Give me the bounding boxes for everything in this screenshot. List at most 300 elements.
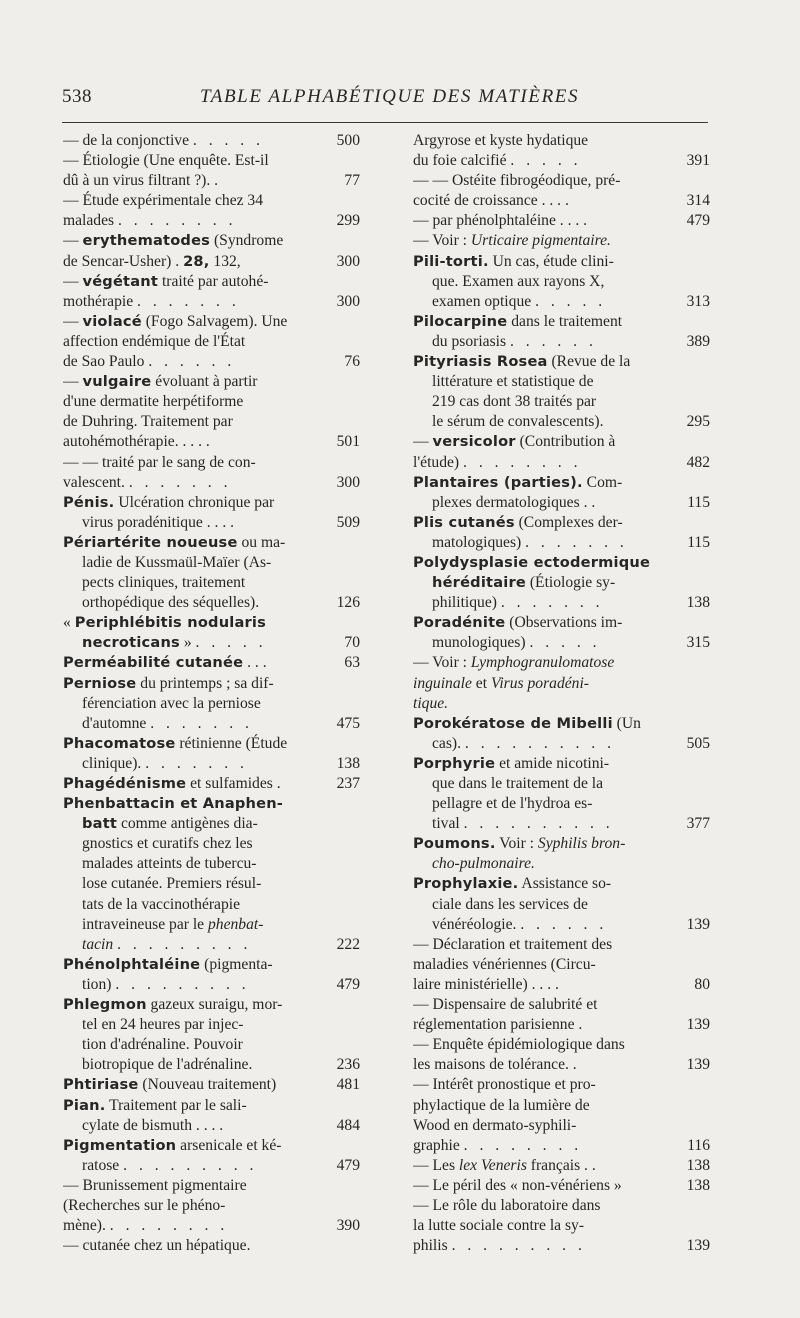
page-ref: 139 xyxy=(686,1237,710,1255)
entry-line xyxy=(413,171,710,191)
entry-keyword: erythematodes xyxy=(82,232,211,250)
entry-text: — Étiologie (Une enquête. Est-il xyxy=(63,152,269,170)
entry-text: Ulcération chronique par xyxy=(114,493,275,511)
page-ref: 138 xyxy=(686,1156,710,1174)
page-ref: 116 xyxy=(687,1136,710,1154)
page-ref: 501 xyxy=(336,433,360,451)
entry-text: — par phénolphtaléine . . . . xyxy=(413,212,588,230)
entry-line xyxy=(63,272,360,292)
entry-line xyxy=(63,854,360,874)
entry-text: — Brunissement pigmentaire xyxy=(63,1176,247,1194)
entry-line xyxy=(63,774,360,794)
entry-text: — Voir : xyxy=(413,232,471,250)
page-ref: 237 xyxy=(336,775,360,792)
entry-line xyxy=(413,653,710,673)
page-ref: 482 xyxy=(686,453,710,471)
entry-text: littérature et statistique de xyxy=(432,373,594,391)
entry-text: — xyxy=(63,312,83,330)
entry-keyword: Porphyrie xyxy=(413,754,496,772)
page-ref: 115 xyxy=(687,533,710,551)
entry-line xyxy=(63,332,360,352)
entry-text: ratose xyxy=(82,1156,124,1174)
index-entry xyxy=(63,231,360,271)
entry-line xyxy=(63,1176,360,1196)
entry-text: cylate de bismuth . . . . xyxy=(82,1116,224,1134)
entry-text: — Dispensaire de salubrité et xyxy=(413,996,598,1014)
entry-line xyxy=(413,734,710,754)
entry-text: et xyxy=(471,674,491,692)
entry-line xyxy=(413,1176,710,1196)
entry-line xyxy=(413,252,710,272)
entry-line xyxy=(63,513,360,533)
index-entry xyxy=(63,734,360,774)
entry-text: . . . . . . . . xyxy=(109,1217,229,1235)
entry-text: tion d'adrénaline. Pouvoir xyxy=(82,1036,243,1054)
entry-line xyxy=(413,332,710,352)
entry-text: mène). xyxy=(63,1217,110,1235)
entry-text: munologiques) xyxy=(432,634,530,652)
index-entry xyxy=(413,473,710,513)
entry-text: intraveineuse par le xyxy=(82,915,208,933)
entry-keyword: Porokératose de Mibelli xyxy=(413,714,613,732)
entry-text: affection endémique de l'État xyxy=(63,332,246,350)
entry-keyword: Poradénite xyxy=(413,614,506,632)
entry-text: phylactique de la lumière de xyxy=(413,1096,590,1114)
entry-keyword: Phénolphtaléine xyxy=(63,955,201,973)
entry-line xyxy=(413,895,710,915)
page-header xyxy=(62,86,708,112)
entry-text: cas). xyxy=(432,734,465,752)
entry-text: . . . . . . . xyxy=(525,533,628,551)
entry-text: (Revue de la xyxy=(547,353,631,371)
entry-keyword: Perniose xyxy=(63,674,137,692)
page-ref: 76 xyxy=(344,353,360,371)
entry-line xyxy=(63,734,360,754)
entry-line xyxy=(413,754,710,774)
entry-keyword: Plantaires (parties). xyxy=(413,473,583,491)
entry-line xyxy=(63,874,360,894)
entry-line xyxy=(63,714,360,734)
index-entry xyxy=(413,834,710,874)
entry-text: — Les xyxy=(413,1156,459,1174)
index-entry xyxy=(413,754,710,834)
entry-text: . . . . . . . . . . xyxy=(464,734,615,752)
entry-text: — Voir : xyxy=(413,654,471,672)
entry-text: . . . . . . . xyxy=(150,714,253,732)
entry-keyword: Polydysplasie ectodermique xyxy=(413,553,651,571)
entry-line xyxy=(413,1096,710,1116)
entry-italic: Lymphogranulomatose xyxy=(470,654,615,672)
entry-text: que dans le traitement de la xyxy=(432,775,604,792)
entry-line xyxy=(413,1156,710,1176)
entry-text: traité par autohé- xyxy=(158,272,269,290)
entry-italic: inguinale xyxy=(413,674,472,692)
entry-text: . . . . . . . . xyxy=(463,1136,583,1154)
entry-text: tel en 24 heures par injec- xyxy=(82,1016,244,1034)
index-entry xyxy=(63,1096,360,1136)
entry-line xyxy=(413,1055,710,1075)
entry-italic: tacin xyxy=(82,935,114,953)
entry-text: . . . . . xyxy=(195,634,267,652)
entry-line xyxy=(63,573,360,593)
entry-text: férenciation avec la perniose xyxy=(82,694,261,712)
entry-text: pellagre et de l'hydroa es- xyxy=(432,795,593,813)
entry-text: clinique). xyxy=(82,754,146,772)
entry-text: . . . . . xyxy=(535,292,607,310)
entry-keyword: Pilocarpine xyxy=(413,312,508,330)
entry-text: Voir : xyxy=(495,835,538,853)
index-entry xyxy=(413,231,710,251)
entry-line xyxy=(413,935,710,955)
entry-keyword: Pigmentation xyxy=(63,1136,177,1154)
entry-line xyxy=(63,151,360,171)
page-ref: 115 xyxy=(687,493,710,511)
entry-line xyxy=(63,935,360,955)
entry-text: (Nouveau traitement) xyxy=(138,1076,277,1094)
entry-line xyxy=(63,1075,360,1095)
entry-italic: Virus poradéni- xyxy=(490,674,590,692)
entry-keyword: Pénis. xyxy=(63,493,115,511)
index-entry xyxy=(63,191,360,231)
entry-keyword: Pili-torti. xyxy=(413,252,489,270)
page-ref: 481 xyxy=(336,1076,360,1094)
entry-text: . . . . . . . . . xyxy=(451,1237,586,1255)
index-entry xyxy=(63,774,360,794)
index-entry xyxy=(413,131,710,171)
entry-text: (Fogo Salvagem). Une xyxy=(141,312,288,330)
entry-line xyxy=(63,794,360,814)
entry-line xyxy=(413,553,710,573)
page-ref: 70 xyxy=(344,634,360,652)
entry-text: . . . . . . . . . xyxy=(117,935,252,953)
entry-line xyxy=(63,995,360,1015)
entry-line xyxy=(63,432,360,452)
page-ref: 300 xyxy=(336,292,360,310)
entry-text: philis xyxy=(413,1237,452,1255)
page-ref: 475 xyxy=(336,714,360,732)
entry-line xyxy=(63,834,360,854)
entry-text: (Recherches sur le phéno- xyxy=(63,1196,226,1214)
entry-line xyxy=(63,694,360,714)
page-ref: 390 xyxy=(336,1217,360,1235)
entry-text: — cutanée chez un hépatique. xyxy=(63,1237,251,1255)
entry-line xyxy=(413,915,710,935)
page-ref: 299 xyxy=(336,212,360,230)
entry-text: — Le rôle du laboratoire dans xyxy=(413,1196,601,1214)
entry-text: — — traité par le sang de con- xyxy=(63,453,256,471)
entry-line xyxy=(413,372,710,392)
entry-line xyxy=(413,1196,710,1216)
page-ref: 139 xyxy=(686,1056,710,1074)
entry-line xyxy=(413,513,710,533)
entry-text: Traitement par le sali- xyxy=(105,1096,247,1114)
entry-line xyxy=(63,814,360,834)
page-ref: 479 xyxy=(686,212,710,230)
entry-text: Argyrose et kyste hydatique xyxy=(413,132,589,149)
entry-line xyxy=(63,453,360,473)
page-ref: 300 xyxy=(336,473,360,491)
page-ref: 63 xyxy=(344,654,360,672)
entry-line xyxy=(63,171,360,191)
entry-line xyxy=(63,1136,360,1156)
entry-line xyxy=(413,1216,710,1236)
entry-text: virus poradénitique . . . . xyxy=(82,513,235,531)
entry-line xyxy=(63,975,360,995)
entry-text: « xyxy=(63,614,75,632)
entry-line xyxy=(413,1236,710,1256)
index-entry xyxy=(63,613,360,653)
page-ref: 80 xyxy=(694,975,710,993)
entry-line xyxy=(413,694,710,714)
entry-text: philitique) xyxy=(432,594,501,612)
index-entry xyxy=(63,995,360,1075)
entry-line xyxy=(63,1035,360,1055)
entry-line xyxy=(63,292,360,312)
index-entry xyxy=(63,272,360,312)
page-ref: 479 xyxy=(336,975,360,993)
page-ref: 500 xyxy=(336,132,360,149)
entry-text: l'étude) xyxy=(413,453,464,471)
page-ref: 236 xyxy=(336,1056,360,1074)
entry-text: (pigmenta- xyxy=(200,955,273,973)
index-entry xyxy=(413,1075,710,1155)
entry-text: . . . . . xyxy=(192,132,264,149)
entry-text: arsenicale et ké- xyxy=(176,1136,282,1154)
entry-text: . . . . . . xyxy=(509,332,597,350)
entry-line xyxy=(63,312,360,332)
index-entry xyxy=(413,995,710,1035)
entry-keyword: necroticans xyxy=(82,634,180,652)
entry-line xyxy=(413,1136,710,1156)
index-entry xyxy=(413,171,710,211)
entry-text: (Un xyxy=(612,714,641,732)
entry-text: examen optique xyxy=(432,292,536,310)
entry-keyword: Perméabilité cutanée xyxy=(63,654,244,672)
entry-text: orthopédique des séquelles). xyxy=(82,594,260,612)
entry-text: dans le traitement xyxy=(507,312,623,330)
entry-line xyxy=(413,1116,710,1136)
entry-keyword: Phlegmon xyxy=(63,996,147,1014)
entry-line xyxy=(413,633,710,653)
entry-text: gazeux suraigu, mor- xyxy=(146,996,283,1014)
entry-text: . . . . . . . xyxy=(145,754,248,772)
entry-line xyxy=(63,1236,360,1256)
entry-text: — xyxy=(63,232,83,250)
entry-line xyxy=(63,754,360,774)
entry-line xyxy=(63,674,360,694)
index-entry xyxy=(413,1156,710,1176)
entry-text: ciale dans les services de xyxy=(432,895,588,913)
entry-line xyxy=(63,211,360,231)
entry-keyword: Poumons. xyxy=(413,835,496,853)
entry-text: Com- xyxy=(582,473,623,491)
entry-italic: cho-pulmonaire. xyxy=(432,855,535,873)
entry-italic: Syphilis bron- xyxy=(537,835,626,853)
page-ref: 77 xyxy=(344,172,360,190)
entry-italic: lex Veneris xyxy=(458,1156,527,1174)
entry-line xyxy=(63,613,360,633)
entry-text: que. Examen aux rayons X, xyxy=(432,272,605,290)
entry-line xyxy=(413,432,710,452)
index-column-left xyxy=(63,131,360,1256)
entry-text: maladies vénériennes (Circu- xyxy=(413,955,596,973)
entry-text: — Étude expérimentale chez 34 xyxy=(63,192,264,210)
entry-line xyxy=(63,553,360,573)
entry-line xyxy=(63,1196,360,1216)
entry-text: mothérapie xyxy=(63,292,138,310)
entry-line xyxy=(63,955,360,975)
entry-keyword: Phacomatose xyxy=(63,734,176,752)
entry-text: laire ministérielle) . . . . xyxy=(413,975,559,993)
entry-text: valescent. xyxy=(63,473,129,491)
entry-text: 132, xyxy=(209,252,241,270)
index-entry xyxy=(413,714,710,754)
entry-text: rétinienne (Étude xyxy=(175,734,288,752)
index-entry xyxy=(413,613,710,653)
page-ref: 295 xyxy=(686,413,710,431)
page-ref: 315 xyxy=(686,634,710,652)
entry-line xyxy=(63,191,360,211)
entry-text: . . . . . . . . . . xyxy=(463,815,614,833)
entry-text: comme antigènes dia- xyxy=(117,815,258,833)
entry-text: — xyxy=(63,272,83,290)
index-entry xyxy=(63,312,360,372)
entry-line xyxy=(413,955,710,975)
index-entry xyxy=(63,794,360,955)
page-ref: 139 xyxy=(686,915,710,933)
index-entry xyxy=(413,513,710,553)
entry-text: cocité de croissance . . . . xyxy=(413,192,569,210)
page-ref: 139 xyxy=(686,1016,710,1034)
page-number: 538 xyxy=(62,86,92,107)
entry-text: la lutte sociale contre la sy- xyxy=(413,1217,585,1235)
entry-text: — Intérêt pronostique et pro- xyxy=(413,1076,596,1094)
page-ref: 505 xyxy=(686,734,710,752)
entry-line xyxy=(413,794,710,814)
entry-text: de Duhring. Traitement par xyxy=(63,413,233,431)
entry-text: . . . . . . . . xyxy=(463,453,582,471)
entry-text: autohémothérapie. . . . . xyxy=(63,433,210,451)
entry-line xyxy=(413,412,710,432)
entry-line xyxy=(413,995,710,1015)
page-ref: 484 xyxy=(336,1116,360,1134)
entry-text: et sulfamides . xyxy=(186,775,281,792)
entry-text: vénéréologie. xyxy=(432,915,521,933)
entry-italic: phenbat- xyxy=(208,915,264,933)
entry-keyword: Phenbattacin et Anaphen- xyxy=(63,795,284,813)
entry-keyword: Pian. xyxy=(63,1096,106,1114)
index-entry xyxy=(63,1176,360,1236)
entry-keyword: Prophylaxie. xyxy=(413,875,519,893)
entry-line xyxy=(63,493,360,513)
entry-text: tats de la vaccinothérapie xyxy=(82,895,241,913)
entry-text: ou ma- xyxy=(237,533,286,551)
entry-line xyxy=(63,1055,360,1075)
entry-line xyxy=(413,493,710,513)
entry-line xyxy=(413,854,710,874)
index-entry xyxy=(413,553,710,613)
entry-line xyxy=(63,372,360,392)
entry-line xyxy=(413,613,710,633)
entry-text: — Déclaration et traitement des xyxy=(413,935,613,953)
index-entry xyxy=(63,453,360,493)
entry-line xyxy=(413,533,710,553)
page-ref: 222 xyxy=(336,935,360,953)
entry-line xyxy=(413,714,710,734)
entry-line xyxy=(63,1096,360,1116)
entry-line xyxy=(413,453,710,473)
entry-line xyxy=(413,292,710,312)
entry-keyword: Periphlébitis nodularis xyxy=(74,614,267,632)
index-entry xyxy=(413,312,710,352)
entry-text: évoluant à partir xyxy=(151,373,258,391)
entry-line xyxy=(63,131,360,151)
entry-line xyxy=(63,231,360,251)
entry-text: — xyxy=(63,373,83,391)
entry-line xyxy=(413,473,710,493)
entry-text: de Sao Paulo xyxy=(63,353,149,371)
index-entry xyxy=(63,1136,360,1176)
entry-line xyxy=(413,593,710,613)
entry-line xyxy=(413,231,710,251)
header-rule xyxy=(62,122,708,123)
entry-text: lose cutanée. Premiers résul- xyxy=(82,875,262,893)
entry-line xyxy=(413,151,710,171)
entry-line xyxy=(63,352,360,372)
entry-line xyxy=(413,1075,710,1095)
entry-keyword: Phtiriase xyxy=(63,1076,139,1094)
entry-text: pects cliniques, traitement xyxy=(82,574,246,592)
entry-text: — — Ostéite fibrogéodique, pré- xyxy=(413,172,621,190)
index-entry xyxy=(63,955,360,995)
entry-text: plexes dermatologiques . . xyxy=(432,493,596,511)
index-entry xyxy=(413,1176,710,1196)
entry-text: . . . . . . xyxy=(148,353,236,371)
page-ref: 391 xyxy=(686,152,710,170)
entry-line xyxy=(413,874,710,894)
entry-keyword: Phagédénisme xyxy=(63,775,187,792)
entry-line xyxy=(63,252,360,272)
page-ref: 138 xyxy=(686,594,710,612)
entry-text: Wood en dermato-syphili- xyxy=(413,1116,577,1134)
entry-line xyxy=(413,312,710,332)
page-ref: 314 xyxy=(686,192,710,210)
entry-text: Assistance so- xyxy=(518,875,612,893)
entry-line xyxy=(413,191,710,211)
entry-line xyxy=(63,1216,360,1236)
entry-text: malades xyxy=(63,212,118,230)
entry-text: (Étiologie sy- xyxy=(525,574,616,592)
entry-line xyxy=(63,412,360,432)
page-ref: 138 xyxy=(336,754,360,772)
entry-text: tion) xyxy=(82,975,116,993)
entry-keyword: versicolor xyxy=(432,433,516,451)
entry-line xyxy=(413,674,710,694)
entry-line xyxy=(413,814,710,834)
index-entry xyxy=(63,1075,360,1095)
entry-text: (Observations im- xyxy=(505,614,623,632)
entry-text: du printemps ; sa dif- xyxy=(136,674,274,692)
index-entry xyxy=(63,372,360,452)
page-ref: 377 xyxy=(686,815,710,833)
entry-text: ladie de Kussmaül-Maïer (As- xyxy=(82,553,272,571)
entry-line xyxy=(63,533,360,553)
entry-line xyxy=(63,915,360,935)
entry-line xyxy=(63,1156,360,1176)
index-entry xyxy=(63,533,360,613)
entry-line xyxy=(413,1015,710,1035)
entry-line xyxy=(63,633,360,653)
